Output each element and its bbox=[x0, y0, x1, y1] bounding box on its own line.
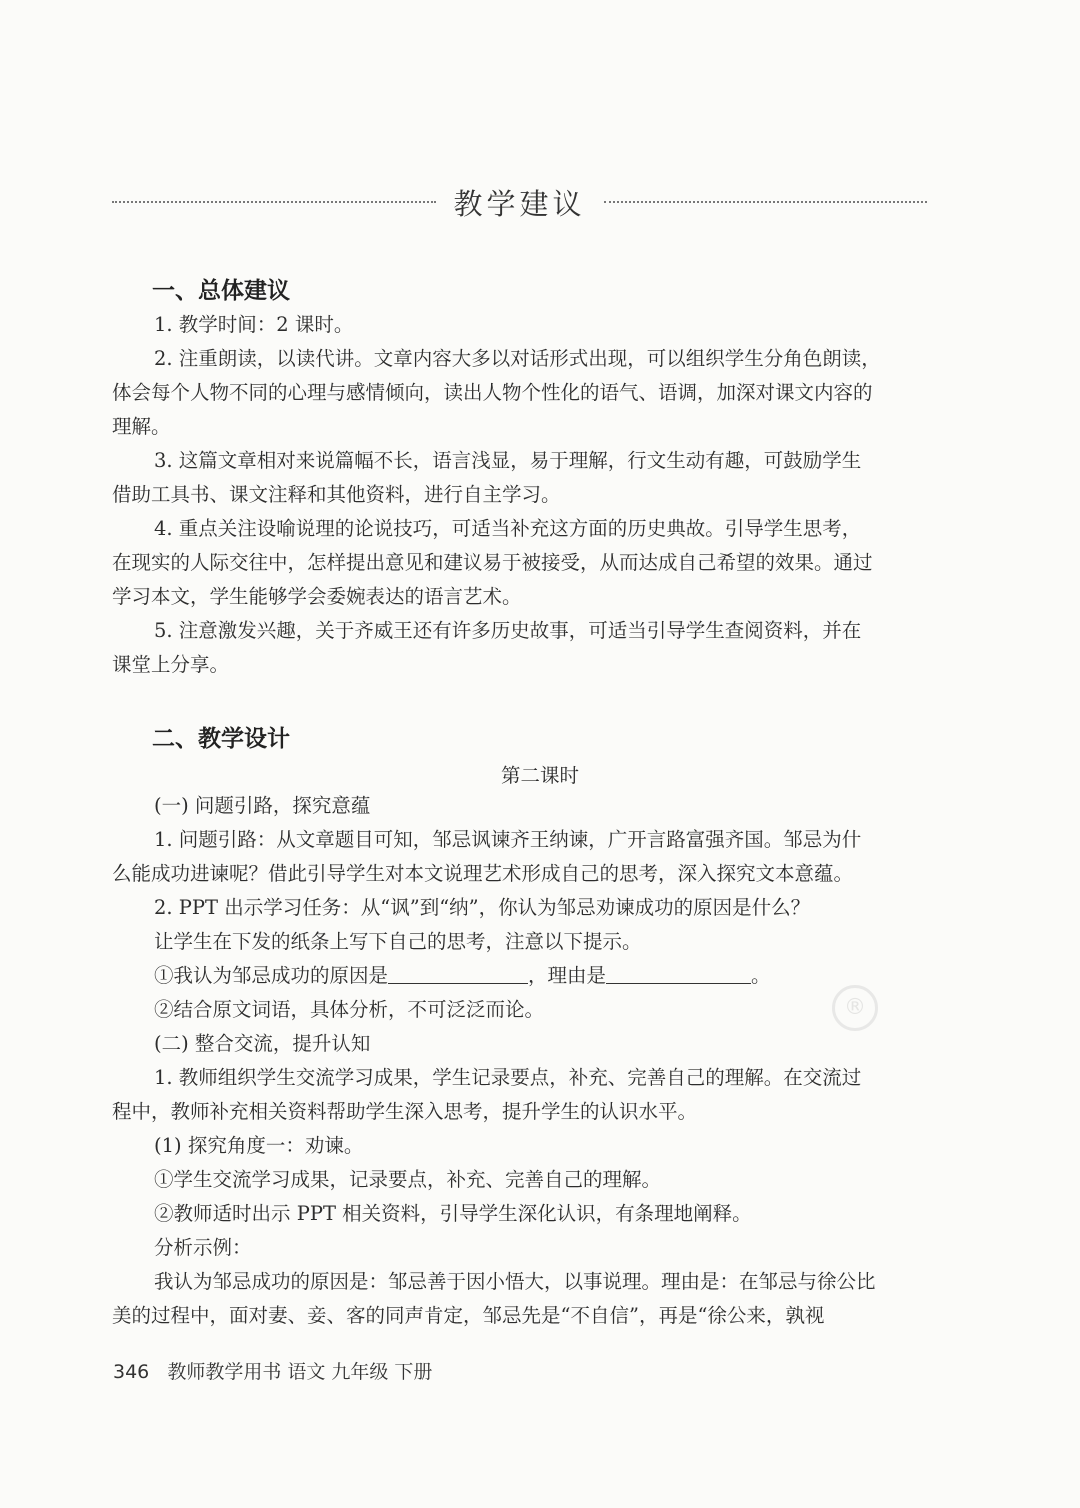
text-line: 在现实的人际交往中，怎样提出意见和建议易于被接受，从而达成自己希望的效果。通过 bbox=[112, 551, 873, 574]
tip-1-mid: ，理由是 bbox=[528, 964, 607, 987]
subheading-1: (一) 问题引路，探究意蕴 bbox=[154, 794, 371, 817]
advice-item-1 bbox=[112, 308, 927, 342]
advice-item-4 bbox=[112, 512, 927, 614]
design-paragraph-2: 2. PPT 出示学习任务：从“讽”到“纳”，你认为邹忌劝谏成功的原因是什么？ bbox=[154, 896, 811, 919]
text-line: 学习本文，学生能够学会委婉表达的语言艺术。 bbox=[112, 585, 522, 608]
dotted-rule-right bbox=[604, 201, 928, 203]
tip-line-2: ②结合原文词语，具体分析，不可泛泛而论。 bbox=[154, 998, 545, 1021]
text-line: 1. 教师组织学生交流学习成果，学生记录要点，补充、完善自己的理解。在交流过 bbox=[154, 1066, 862, 1089]
design-paragraph-1 bbox=[112, 823, 927, 891]
text-line: 5. 注意激发兴趣，关于齐威王还有许多历史故事，可适当引导学生查阅资料，并在 bbox=[154, 619, 862, 642]
page-number: 346 bbox=[113, 1361, 150, 1383]
lesson-title: 第二课时 bbox=[500, 764, 579, 787]
general-advice-list bbox=[112, 308, 927, 682]
text-line: 1. 教学时间：2 课时。 bbox=[154, 313, 354, 336]
design-paragraph-7: ②教师适时出示 PPT 相关资料，引导学生深化认识，有条理地阐释。 bbox=[154, 1202, 752, 1225]
text-line: 我认为邹忌成功的原因是：邹忌善于因小悟大，以事说理。理由是：在邹忌与徐公比 bbox=[154, 1270, 876, 1293]
design-paragraph-9 bbox=[112, 1265, 927, 1333]
text-line: 理解。 bbox=[112, 415, 171, 438]
subheading-2: (二) 整合交流，提升认知 bbox=[154, 1032, 371, 1055]
text-line: 2. 注重朗读，以读代讲。文章内容大多以对话形式出现，可以组织学生分角色朗读， bbox=[154, 347, 881, 370]
text-line: 么能成功进谏呢？借此引导学生对本文说理艺术形成自己的思考，深入探究文本意蕴。 bbox=[112, 862, 854, 885]
text-line: 1. 问题引路：从文章题目可知，邹忌讽谏齐王纳谏，广开言路富强齐国。邹忌为什 bbox=[154, 828, 862, 851]
text-line: 4. 重点关注设喻说理的论说技巧，可适当补充这方面的历史典故。引导学生思考， bbox=[154, 517, 862, 540]
advice-item-3 bbox=[112, 444, 927, 512]
banner-title: 教学建议 bbox=[453, 186, 586, 221]
design-paragraph-5: (1) 探究角度一：劝谏。 bbox=[154, 1134, 364, 1157]
text-line: 美的过程中，面对妻、妾、客的同声肯定，邹忌先是“不自信”，再是“徐公来，孰视 bbox=[112, 1304, 825, 1327]
section-banner bbox=[112, 180, 927, 224]
text-line: 体会每个人物不同的心理与感情倾向，读出人物个性化的语气、语调，加深对课文内容的 bbox=[112, 381, 873, 404]
tip-1-text: ①我认为邹忌成功的原因是 bbox=[154, 964, 389, 987]
fill-blank-justification bbox=[606, 963, 751, 984]
design-paragraph-6: ①学生交流学习成果，记录要点，补充、完善自己的理解。 bbox=[154, 1168, 662, 1191]
design-paragraph-8: 分析示例： bbox=[154, 1236, 252, 1259]
registered-mark-icon: ® bbox=[832, 985, 878, 1031]
teaching-design-body bbox=[112, 789, 927, 1333]
text-line: 借助工具书、课文注释和其他资料，进行自主学习。 bbox=[112, 483, 561, 506]
advice-item-2 bbox=[112, 342, 927, 444]
design-paragraph-4 bbox=[112, 1061, 927, 1129]
tip-line-1 bbox=[112, 959, 927, 993]
tip-1-end: 。 bbox=[751, 964, 771, 987]
book-title: 教师教学用书 语文 九年级 下册 bbox=[167, 1361, 433, 1383]
advice-item-5 bbox=[112, 614, 927, 682]
section-heading-design: 二、教学设计 bbox=[152, 725, 290, 752]
text-line: 程中，教师补充相关资料帮助学生深入思考，提升学生的认识水平。 bbox=[112, 1100, 698, 1123]
design-paragraph-3: 让学生在下发的纸条上写下自己的思考，注意以下提示。 bbox=[154, 930, 642, 953]
fill-blank-reason bbox=[388, 963, 528, 984]
dotted-rule-left bbox=[112, 201, 436, 203]
page-footer bbox=[113, 1357, 432, 1384]
text-line: 3. 这篇文章相对来说篇幅不长，语言浅显，易于理解，行文生动有趣，可鼓励学生 bbox=[154, 449, 862, 472]
text-line: 课堂上分享。 bbox=[112, 653, 230, 676]
section-heading-general: 一、总体建议 bbox=[152, 277, 290, 304]
